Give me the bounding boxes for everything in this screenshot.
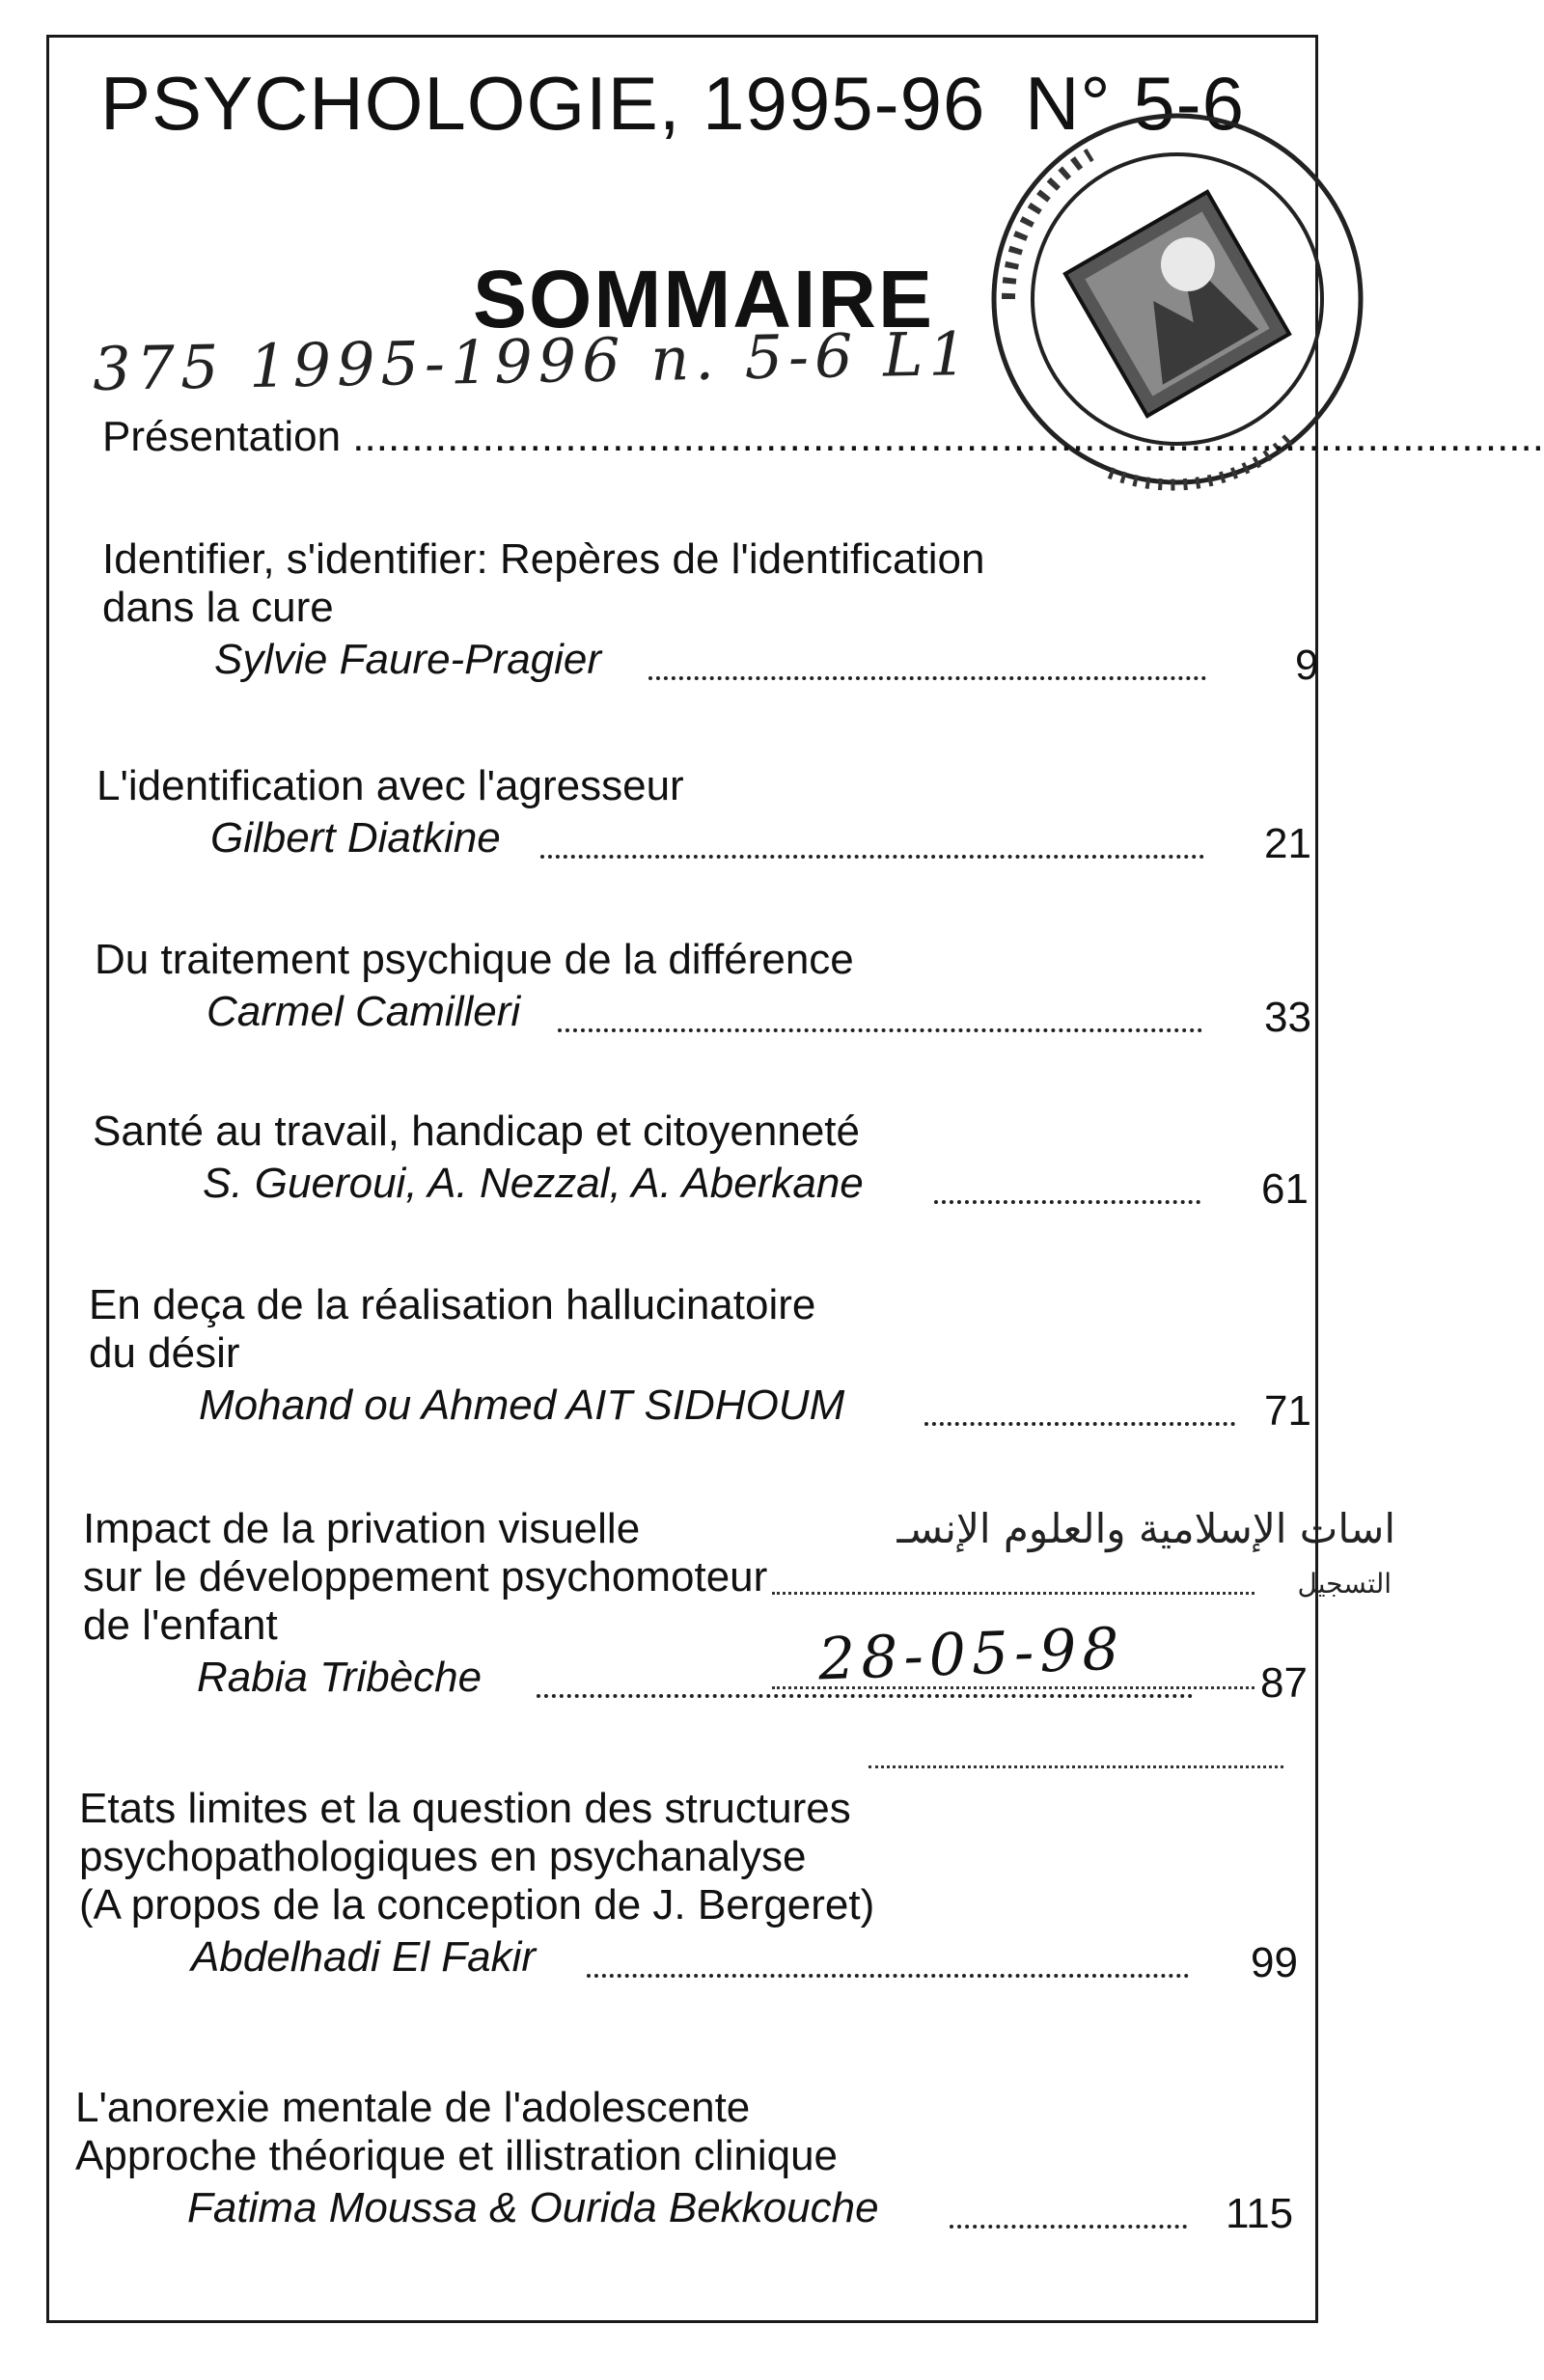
toc-entry-author: S. Gueroui, A. Nezzal, A. Aberkane — [203, 1160, 864, 1207]
toc-entry-author-line — [0, 984, 1395, 1041]
toc-entry-author: Sylvie Faure-Pragier — [214, 636, 602, 683]
toc-entry-author-line — [0, 1650, 1395, 1707]
toc-entry-title-line: du désir — [89, 1329, 240, 1377]
toc-entry-title-line: (A propos de la conception de J. Bergeret) — [79, 1881, 875, 1929]
toc-entry-title-line: Etats limites et la question des structures — [79, 1785, 851, 1832]
toc-entry-title-line: En deça de la réalisation hallucinatoire — [89, 1281, 816, 1328]
toc-entry-author-line — [0, 1378, 1395, 1435]
toc-entry-author: Gilbert Diatkine — [210, 814, 501, 862]
sommaire-heading: SOMMAIRE — [473, 254, 934, 344]
toc-entry-dot-leader — [924, 1383, 1235, 1426]
toc-entry-author: Abdelhadi El Fakir — [191, 1933, 537, 1981]
toc-entry-author-line — [0, 1929, 1395, 1986]
toc-entry-dot-leader — [934, 1162, 1200, 1204]
registration-institute-text: اسات الإسلامية والعلوم الإنسـ — [896, 1505, 1395, 1552]
toc-entry — [0, 535, 1395, 689]
issue-number: N° 5-6 — [1025, 61, 1246, 146]
toc-entry-author: Fatima Moussa & Ourida Bekkouche — [187, 2184, 879, 2231]
toc-entry-dot-leader — [558, 990, 1202, 1032]
toc-entry-page-number: 21 — [1264, 820, 1311, 867]
toc-entry-author-line — [0, 632, 1395, 689]
registration-line-2 — [772, 1686, 1254, 1689]
toc-entry-title-line: sur le développement psychomoteur — [83, 1553, 768, 1600]
toc-entry-dot-leader — [648, 638, 1206, 680]
toc-entry — [0, 1785, 1395, 1986]
toc-entry-title-line: Identifier, s'identifier: Repères de l'identification — [102, 535, 985, 583]
toc-entry-title-line: L'identification avec l'agresseur — [96, 762, 684, 809]
toc-entry — [0, 2084, 1395, 2237]
registration-line — [772, 1592, 1254, 1595]
toc-entry-dot-leader — [540, 816, 1204, 859]
toc-entry — [0, 1281, 1395, 1435]
toc-entry-title-line: Du traitement psychique de la différence — [95, 936, 854, 983]
toc-entry-dot-leader — [587, 1935, 1189, 1978]
journal-title: PSYCHOLOGIE, 1995-96 N° 5-6 — [100, 61, 1246, 146]
toc-entry-title-line: dans la cure — [102, 584, 334, 631]
toc-entry-page-number: 9 — [1295, 642, 1319, 689]
toc-entry-author: Carmel Camilleri — [207, 988, 521, 1035]
registration-date: 28-05-98 — [816, 1615, 1126, 1694]
toc-entry-dot-leader — [950, 2186, 1187, 2229]
registration-line-3 — [868, 1765, 1283, 1768]
registration-label: التسجيل — [1297, 1568, 1392, 1600]
toc-entry-title-line: de l'enfant — [83, 1601, 278, 1649]
toc-entry-title-line: Impact de la privation visuelle — [83, 1505, 641, 1552]
presentation-line — [102, 413, 1544, 461]
toc-entry-author-line — [0, 810, 1395, 867]
toc-entry-page-number: 99 — [1251, 1939, 1298, 1986]
toc-entry-author: Mohand ou Ahmed AIT SIDHOUM — [199, 1381, 845, 1429]
toc-entry — [0, 1108, 1395, 1213]
toc-entry-page-number: 87 — [1260, 1659, 1308, 1707]
presentation-leader: ..................................................................................................... — [352, 413, 1544, 460]
toc-entry — [0, 762, 1395, 867]
toc-entry-page-number: 33 — [1264, 994, 1311, 1041]
toc-entry-page-number: 71 — [1264, 1387, 1311, 1435]
toc-entry-page-number: 115 — [1226, 2190, 1294, 2237]
presentation-label: Présentation — [102, 413, 342, 460]
toc-entry-page-number: 61 — [1261, 1165, 1309, 1213]
toc-entry-title-line: Santé au travail, handicap et citoyenneté — [93, 1108, 860, 1155]
toc-entry — [0, 936, 1395, 1041]
toc-entry-author-line — [0, 1156, 1395, 1213]
handwritten-reference: 375 1995-1996 n. 5-6 L1 — [92, 318, 974, 404]
toc-entry-title-line: Approche théorique et illistration clinique — [75, 2132, 839, 2179]
toc-entry-title-line: L'anorexie mentale de l'adolescente — [75, 2084, 751, 2131]
toc-entry-title-line: psychopathologiques en psychanalyse — [79, 1833, 807, 1880]
toc-entry-author: Rabia Tribèche — [197, 1654, 482, 1701]
toc-entry-author-line — [0, 2180, 1395, 2237]
